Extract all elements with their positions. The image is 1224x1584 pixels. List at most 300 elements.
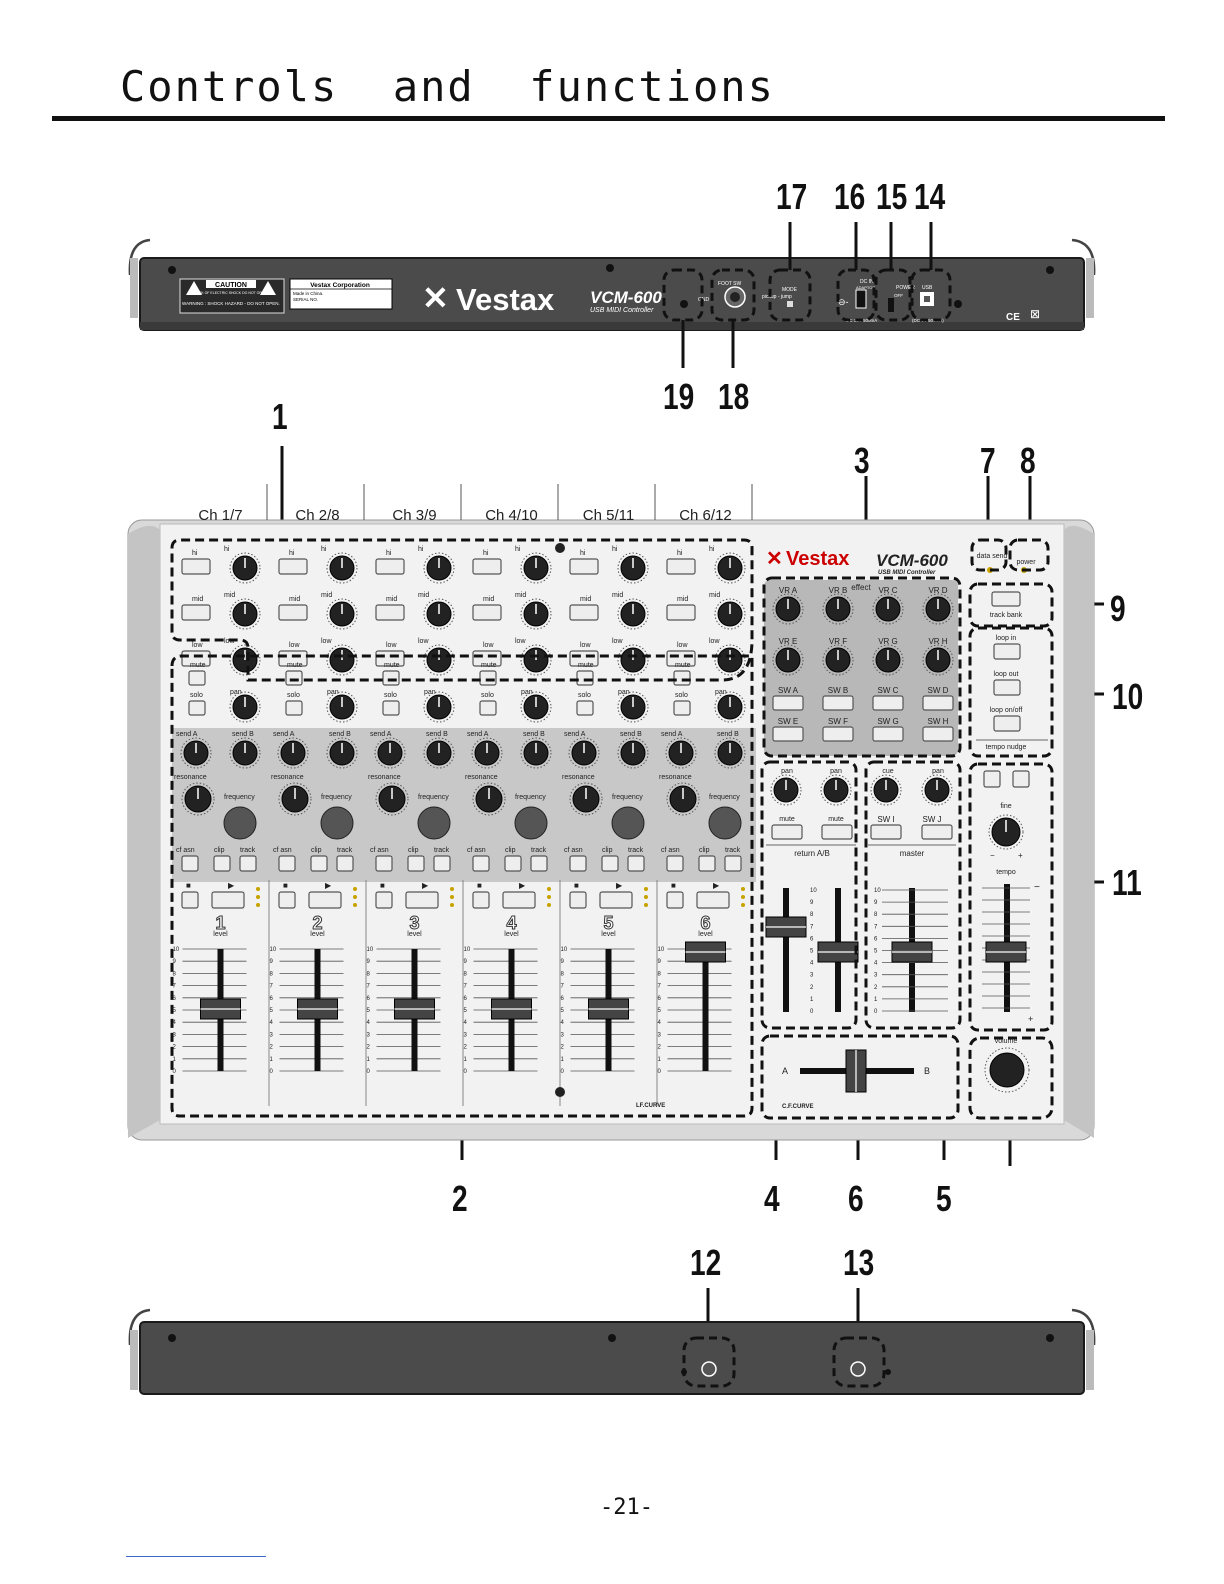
fader-scale-label: 10 (366, 947, 374, 953)
clip-button (602, 856, 618, 871)
solo-label: solo (287, 692, 300, 699)
send-b-label: send B (232, 731, 254, 738)
clip-button (408, 856, 424, 871)
solo-button (383, 701, 399, 715)
fader-scale-label: 6 (463, 995, 467, 1002)
send-b-label: send B (717, 731, 739, 738)
clip-button (214, 856, 230, 871)
mute-label: mute (481, 662, 497, 669)
page-title: Controls and functions (120, 62, 775, 111)
foot-13-right (851, 1362, 865, 1376)
eq-label: mid (483, 596, 495, 603)
eq-label: hi (483, 550, 489, 557)
send-a-label: send A (564, 731, 586, 738)
stop-button (182, 892, 198, 908)
fader-scale-label: 8 (366, 971, 370, 978)
eq-knob-label: mid (418, 592, 430, 599)
eq-label: low (483, 642, 494, 649)
top-model-sub: USB MIDI Controller (878, 570, 936, 576)
eq-label: hi (580, 550, 586, 557)
fader-scale-label: 9 (366, 959, 370, 966)
play-button (600, 892, 632, 908)
track-button (434, 856, 450, 871)
tempo-plus-label: + (1028, 1014, 1034, 1024)
mute-label: mute (384, 662, 400, 669)
track-button (240, 856, 256, 871)
eq-knob-label: mid (321, 592, 333, 599)
fader-scale-label: 1 (463, 1056, 467, 1063)
fader-scale-label: 3 (657, 1032, 661, 1039)
callout-13: 13 (843, 1242, 875, 1283)
fader-scale-label: 0 (874, 1009, 878, 1015)
fader-scale-label: 9 (560, 959, 564, 966)
effect-switch-button (923, 727, 953, 741)
fader-scale-label: 4 (560, 1020, 564, 1027)
cf-asn-label: cf asn (467, 847, 486, 854)
stop-label: ■ (283, 881, 288, 890)
frequency-knob (224, 807, 256, 839)
eq-kill-button (279, 605, 307, 620)
fader-scale-label: 0 (463, 1069, 467, 1075)
fader-scale-label: 5 (463, 1008, 467, 1014)
svg-text:MODE: MODE (782, 287, 797, 293)
eq-label: low (289, 642, 300, 649)
cf-curve-label: C.F.CURVE (782, 1104, 814, 1110)
eq-label: low (386, 642, 397, 649)
fader-scale-label: 5 (874, 948, 878, 955)
eq-label: hi (289, 550, 295, 557)
send-a-label: send A (467, 731, 489, 738)
crossfader-a-label: A (782, 1066, 789, 1076)
power-label: power (1016, 559, 1036, 566)
play-button (503, 892, 535, 908)
sw-j-button (922, 825, 952, 839)
effect-switch-button (823, 696, 853, 710)
solo-label: solo (675, 692, 688, 699)
bottom-panel-body (140, 1322, 1084, 1394)
clip-label: clip (699, 847, 710, 854)
cf-asn-button (570, 856, 586, 871)
eq-kill-button (570, 559, 598, 574)
solo-label: solo (481, 692, 494, 699)
fader-scale-label: 2 (463, 1044, 467, 1051)
svg-text:USB: USB (922, 285, 933, 291)
track-label: track (434, 847, 450, 854)
fader-scale-label: 0 (172, 1069, 176, 1075)
eq-knob-label: low (612, 638, 623, 645)
svg-text:USB MIDI Controller: USB MIDI Controller (590, 307, 654, 314)
top-model-name: VCM-600 (876, 551, 948, 570)
play-button (309, 892, 341, 908)
effect-knob-label: VR D (928, 586, 948, 595)
fader-scale-label: 8 (463, 971, 467, 978)
strip-number: 5 (603, 913, 614, 933)
track-label: track (725, 847, 741, 854)
fader-scale-label: 3 (172, 1032, 176, 1039)
fader-scale-label: 3 (463, 1032, 467, 1039)
master-pan-label: pan (932, 768, 944, 775)
eq-kill-button (473, 559, 501, 574)
mute-label: mute (287, 662, 303, 669)
master-cue-label: cue (882, 768, 894, 775)
fader-scale-label: 0 (366, 1069, 370, 1075)
return-mute-label: mute (828, 816, 844, 823)
fader-scale-label: 1 (172, 1056, 176, 1063)
eq-kill-button (570, 605, 598, 620)
eq-knob-label: low (321, 638, 332, 645)
channel-header: Ch 1/7 (198, 507, 243, 524)
stop-label: ■ (380, 881, 385, 890)
solo-button (674, 701, 690, 715)
effect-knob-label: VR B (828, 586, 848, 595)
fader-scale-label: 1 (560, 1056, 564, 1063)
svg-text:SERIAL NO.: SERIAL NO. (293, 297, 319, 302)
fader-scale-label: 2 (172, 1044, 176, 1051)
vestax-logo-mark: ✕ (766, 548, 783, 570)
track-label: track (337, 847, 353, 854)
fader-scale-label: 2 (810, 984, 814, 991)
strip-number: 4 (506, 913, 517, 933)
eq-kill-button (667, 559, 695, 574)
eq-label: low (677, 642, 688, 649)
callout-18: 18 (718, 376, 750, 417)
cf-asn-label: cf asn (370, 847, 389, 854)
fader-scale-label: 6 (810, 936, 814, 943)
eq-knob-label: low (418, 638, 429, 645)
send-b-label: send B (329, 731, 351, 738)
fader-scale-label: 4 (172, 1020, 176, 1027)
loop-out-label: loop out (993, 671, 1019, 678)
effect-knob-label: VR F (828, 637, 848, 646)
clip-button (311, 856, 327, 871)
fader-scale-label: 1 (657, 1056, 661, 1063)
play-button (697, 892, 729, 908)
effect-knob-label: VR A (778, 586, 798, 595)
fader-scale-label: 8 (172, 971, 176, 978)
volume-label: volume (994, 1038, 1018, 1045)
clip-label: clip (311, 847, 322, 854)
eq-kill-button (279, 559, 307, 574)
play-label: ▶ (422, 881, 429, 890)
cf-asn-button (182, 856, 198, 871)
eq-knob-label: hi (612, 546, 618, 553)
pan-label: pan (521, 689, 533, 696)
send-a-label: send A (661, 731, 683, 738)
solo-label: solo (190, 692, 203, 699)
fader-scale-label: 5 (172, 1008, 176, 1014)
solo-button (189, 701, 205, 715)
svg-text:OFF: OFF (894, 293, 903, 298)
svg-text:CE: CE (1006, 312, 1020, 323)
effect-switch-button (873, 696, 903, 710)
track-bank-button (992, 592, 1020, 606)
effect-switch-label: SW A (777, 686, 799, 695)
eq-label: mid (677, 596, 689, 603)
svg-text:GND: GND (698, 297, 710, 303)
fader-scale-label: 10 (463, 947, 471, 953)
level-label: level (407, 931, 422, 938)
svg-text:(DC 5V 500mA): (DC 5V 500mA) (912, 318, 944, 323)
fader-scale-label: 9 (810, 900, 814, 907)
fader-scale-label: 9 (657, 959, 661, 966)
svg-text:POWER: POWER (896, 285, 915, 291)
eq-kill-button (376, 605, 404, 620)
pan-label: pan (327, 689, 339, 696)
channel-header: Ch 4/10 (485, 507, 538, 524)
frequency-label: frequency (515, 794, 546, 801)
crossfader-b-label: B (924, 1066, 931, 1076)
cf-asn-label: cf asn (661, 847, 680, 854)
return-pan-label: pan (830, 768, 842, 775)
eq-label: hi (386, 550, 392, 557)
sw-i-label: SW I (877, 815, 895, 824)
effect-switch-label: SW C (877, 686, 899, 695)
svg-text:Made in China.: Made in China. (293, 291, 324, 296)
cf-asn-button (279, 856, 295, 871)
channel-header: Ch 3/9 (392, 507, 437, 524)
callout-12: 12 (690, 1242, 722, 1283)
fader-scale-label: 1 (874, 996, 878, 1003)
brand-logo: Vestax (456, 282, 555, 317)
clip-label: clip (214, 847, 225, 854)
eq-label: low (192, 642, 203, 649)
resonance-label: resonance (271, 774, 304, 781)
fader-scale-label: 3 (560, 1032, 564, 1039)
mute-button (189, 671, 205, 685)
fader-scale-label: 5 (560, 1008, 564, 1014)
svg-text:DC 12V 500mA: DC 12V 500mA (846, 318, 878, 323)
callout-8: 8 (1020, 440, 1036, 481)
eq-knob-label: mid (224, 592, 236, 599)
fader-scale-label: 0 (810, 1009, 814, 1015)
clip-label: clip (408, 847, 419, 854)
callout-3: 3 (854, 440, 870, 481)
fader-scale-label: 10 (810, 888, 817, 894)
eq-kill-button (182, 559, 210, 574)
fader-scale-label: 4 (810, 960, 814, 967)
fader-scale-label: 10 (269, 947, 277, 953)
effect-switch-button (923, 696, 953, 710)
fader-scale-label: 8 (657, 971, 661, 978)
stop-label: ■ (186, 881, 191, 890)
fader-scale-label: 2 (366, 1044, 370, 1051)
cf-asn-button (667, 856, 683, 871)
fader-scale-label: 1 (269, 1056, 273, 1063)
stop-button (570, 892, 586, 908)
loop-in-label: loop in (995, 635, 1017, 642)
send-b-label: send B (620, 731, 642, 738)
stop-button (376, 892, 392, 908)
sw-i-button (871, 825, 901, 839)
eq-knob-label: low (709, 638, 720, 645)
svg-text:ADAPTOR: ADAPTOR (856, 285, 876, 290)
eq-label: low (580, 642, 591, 649)
cf-asn-button (376, 856, 392, 871)
fader-scale-label: 7 (874, 924, 878, 931)
effect-switch-label: SW H (927, 717, 949, 726)
solo-button (577, 701, 593, 715)
frequency-knob (515, 807, 547, 839)
stop-button (279, 892, 295, 908)
eq-knob-label: low (515, 638, 526, 645)
effect-switch-button (823, 727, 853, 741)
track-button (531, 856, 547, 871)
strip-number: 1 (215, 913, 226, 933)
effect-knob-label: VR E (778, 637, 798, 646)
pan-label: pan (618, 689, 630, 696)
fader-scale-label: 7 (657, 983, 661, 990)
level-label: level (601, 931, 616, 938)
send-b-label: send B (426, 731, 448, 738)
fader-scale-label: 10 (560, 947, 568, 953)
fader-scale-label: 9 (463, 959, 467, 966)
nudge-minus-button (984, 771, 1000, 787)
play-label: ▶ (325, 881, 332, 890)
play-label: ▶ (228, 881, 235, 890)
stop-button (667, 892, 683, 908)
pan-label: pan (715, 689, 727, 696)
fine-label: fine (1000, 803, 1012, 810)
frequency-label: frequency (612, 794, 643, 801)
play-label: ▶ (616, 881, 623, 890)
effect-knob-label: VR G (878, 637, 898, 646)
level-label: level (213, 931, 228, 938)
bottom-panel-diagram (0, 1230, 1224, 1410)
fine-plus-label: + (1018, 851, 1023, 860)
send-b-label: send B (523, 731, 545, 738)
stop-label: ■ (574, 881, 579, 890)
track-label: track (240, 847, 256, 854)
fader-scale-label: 5 (657, 1008, 661, 1014)
svg-text:Vestax Corporation: Vestax Corporation (310, 282, 370, 289)
frequency-knob (709, 807, 741, 839)
eq-knob-label: low (224, 638, 235, 645)
fader-scale-label: 6 (269, 995, 273, 1002)
callout-17: 17 (776, 176, 808, 217)
fader-scale-label: 7 (366, 983, 370, 990)
callout-1: 1 (272, 396, 288, 437)
callout-14: 14 (914, 176, 946, 217)
strip-number: 6 (700, 913, 711, 933)
return-label: return A/B (794, 849, 830, 858)
model-name: VCM-600 (590, 288, 662, 307)
track-button (628, 856, 644, 871)
level-label: level (698, 931, 713, 938)
fader-scale-label: 6 (560, 995, 564, 1002)
fader-scale-label: 4 (874, 960, 878, 967)
data-send-label: data send (976, 553, 1008, 560)
channel-header: Ch 6/12 (679, 507, 732, 524)
channel-header: Ch 5/11 (582, 507, 635, 524)
footer-rule (126, 1556, 266, 1557)
send-a-label: send A (370, 731, 392, 738)
callout-9: 9 (1110, 588, 1126, 629)
loop-in-button (994, 644, 1020, 659)
effect-knob-label: VR C (878, 586, 898, 595)
eq-label: mid (386, 596, 398, 603)
track-label: track (628, 847, 644, 854)
fader-scale-label: 8 (874, 912, 878, 919)
play-label: ▶ (519, 881, 526, 890)
fader-scale-label: 6 (874, 936, 878, 943)
master-label: master (899, 849, 925, 858)
fader-scale-label: 4 (269, 1020, 273, 1027)
resonance-label: resonance (465, 774, 498, 781)
clip-button (505, 856, 521, 871)
fader-scale-label: 2 (269, 1044, 273, 1051)
vestax-logo-mark: ✕ (422, 280, 449, 316)
mute-button (383, 671, 399, 685)
cf-asn-label: cf asn (564, 847, 583, 854)
track-label: track (531, 847, 547, 854)
callout-5: 5 (936, 1178, 952, 1219)
tempo-minus-label: − (1034, 882, 1040, 893)
eq-knob-label: mid (612, 592, 624, 599)
effect-switch-label: SW B (827, 686, 849, 695)
mute-label: mute (190, 662, 206, 669)
sw-j-label: SW J (922, 815, 942, 824)
pan-label: pan (424, 689, 436, 696)
mute-button (577, 671, 593, 685)
fader-scale-label: 9 (269, 959, 273, 966)
eq-label: mid (580, 596, 592, 603)
fader-scale-label: 3 (874, 972, 878, 979)
fader-scale-label: 7 (810, 924, 814, 931)
callout-16: 16 (834, 176, 866, 217)
solo-label: solo (384, 692, 397, 699)
mute-button (286, 671, 302, 685)
eq-label: hi (192, 550, 198, 557)
svg-text:⊖-: ⊖- (838, 297, 849, 307)
callout-7: 7 (980, 440, 996, 481)
eq-knob-label: mid (515, 592, 527, 599)
tempo-label: tempo (996, 869, 1016, 876)
return-mute-label: mute (779, 816, 795, 823)
effect-switch-label: SW F (828, 717, 848, 726)
mute-button (480, 671, 496, 685)
resonance-label: resonance (368, 774, 401, 781)
strip-number: 3 (409, 913, 420, 933)
fader-scale-label: 4 (657, 1020, 661, 1027)
play-label: ▶ (713, 881, 720, 890)
fader-scale-label: 8 (560, 971, 564, 978)
callout-10: 10 (1112, 676, 1144, 717)
fader-scale-label: 2 (657, 1044, 661, 1051)
solo-label: solo (578, 692, 591, 699)
fine-minus-label: − (990, 851, 995, 860)
callout-15: 15 (876, 176, 908, 217)
cf-asn-label: cf asn (176, 847, 195, 854)
fader-scale-label: 6 (172, 995, 176, 1002)
clip-label: clip (505, 847, 516, 854)
track-bank-label: track bank (989, 612, 1023, 619)
solo-button (286, 701, 302, 715)
channel-header: Ch 2/8 (295, 507, 340, 524)
svg-text:RISK OF ELECTRIC SHOCK DO NOT: RISK OF ELECTRIC SHOCK DO NOT OPEN (195, 291, 267, 295)
fader-scale-label: 10 (874, 888, 881, 894)
fader-scale-label: 4 (463, 1020, 467, 1027)
return-b-mute-button (822, 825, 852, 839)
level-label: level (504, 931, 519, 938)
clip-label: clip (602, 847, 613, 854)
fader-scale-label: 7 (172, 983, 176, 990)
svg-text:DC IN: DC IN (860, 279, 874, 285)
stop-label: ■ (477, 881, 482, 890)
loop-on-off-label: loop on/off (989, 707, 1023, 714)
nudge-plus-button (1013, 771, 1029, 787)
frequency-label: frequency (418, 794, 449, 801)
level-label: level (310, 931, 325, 938)
